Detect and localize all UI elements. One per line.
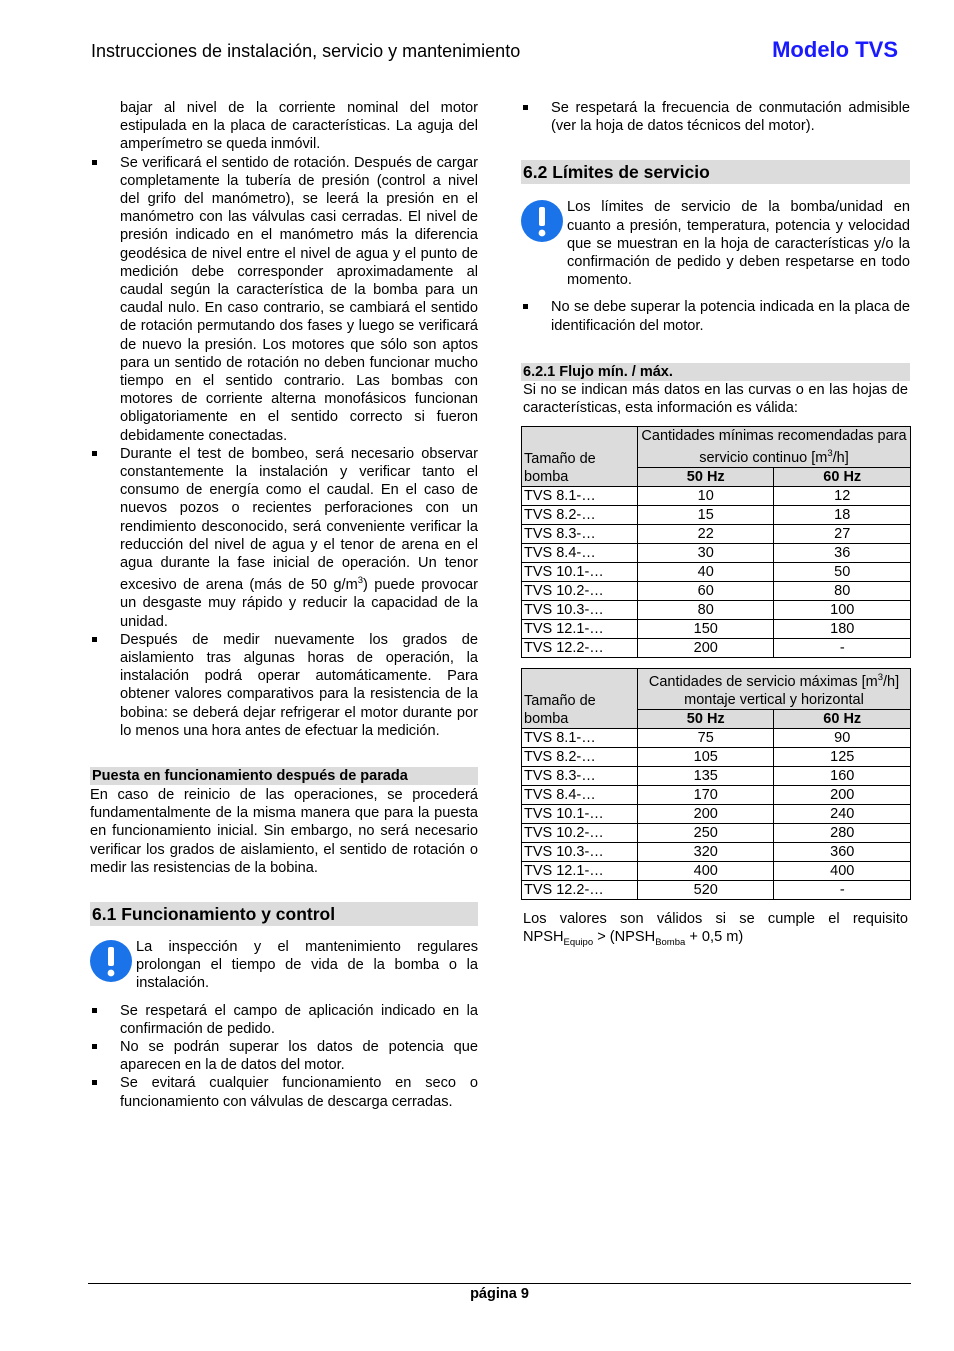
- value-50hz-cell: 135: [638, 766, 774, 785]
- pump-size-cell: TVS 12.1-…: [522, 861, 638, 880]
- pump-size-cell: TVS 12.1-…: [522, 620, 638, 639]
- table-row: [522, 639, 911, 658]
- table-max-header: Cantidades de servicio máximas $[m^3/h]$ montaje vertical y horizontal: [638, 669, 911, 710]
- value-60hz-cell: 90: [774, 728, 911, 747]
- pump-size-cell: TVS 12.2-…: [522, 880, 638, 899]
- value-50hz-cell: 40: [638, 563, 774, 582]
- value-60hz-cell: 125: [774, 747, 911, 766]
- value-60hz-cell: 200: [774, 785, 911, 804]
- pump-size-cell: TVS 10.3-…: [522, 842, 638, 861]
- value-50hz-cell: 22: [638, 525, 774, 544]
- restart-text: En caso de reinicio de las operaciones, se procederá fundamentalmente de la misma manera que para la puesta en funcionamiento inicial. Sin embargo, no será necesario verificar los grados de aislamiento, el sentido de rotación o medir las resistencias de la bobina.: [90, 786, 478, 876]
- pump-size-cell: TVS 8.2-…: [522, 747, 638, 766]
- table-row: [522, 506, 911, 525]
- pump-size-cell: TVS 10.1-…: [522, 804, 638, 823]
- value-60hz-cell: 280: [774, 823, 911, 842]
- value-60hz-cell: 80: [774, 582, 911, 601]
- pump-size-cell: TVS 12.2-…: [522, 639, 638, 658]
- table-max-col-60hz: 60 Hz: [774, 709, 911, 728]
- table-row: [522, 582, 911, 601]
- bullet-switching-frequency: Se respetará la frecuencia de conmutación admisible (ver la hoja de datos técnicos del motor).: [521, 99, 910, 135]
- value-50hz-cell: 80: [638, 601, 774, 620]
- bullet-motor-power: No se debe superar la potencia indicada en la placa de identificación del motor.: [521, 298, 910, 334]
- table-max-col-50hz: 50 Hz: [638, 709, 774, 728]
- value-50hz-cell: 400: [638, 861, 774, 880]
- value-60hz-cell: -: [774, 639, 911, 658]
- table-row: [522, 728, 911, 747]
- section-6-1-heading: 6.1 Funcionamiento y control: [90, 902, 478, 926]
- value-50hz-cell: 15: [638, 506, 774, 525]
- bullet-pump-test: Durante el test de bombeo, será necesario observar constantemente la instalación y verificar tanto el consumo de energía como el caudal. En el caso de nuevos pozos o recientes perforaciones con un rendimiento desconocido, será conveniente verificar la reducción del nivel de agua y el tenor de arena en el agua durante la fase inicial de operación. Un tenor excesivo de arena (más de 50 $g/m^3$) puede provocar un desgaste muy rápido y reducir la capacidad de la unidad.: [90, 445, 478, 631]
- restart-heading: Puesta en funcionamiento después de parada: [90, 767, 478, 785]
- table-min-header: Cantidades mínimas recomendadas para servicio continuo $[m^3/h]$: [638, 427, 911, 468]
- pump-size-cell: TVS 8.3-…: [522, 525, 638, 544]
- value-60hz-cell: 360: [774, 842, 911, 861]
- pump-size-cell: TVS 8.4-…: [522, 544, 638, 563]
- value-60hz-cell: -: [774, 880, 911, 899]
- npsh-requirement: Los valores son válidos si se cumple el requisito $NPSH_{Equipo}$ > ($NPSH_{Bomba} + 0,5$ m): [523, 910, 908, 948]
- bullet-rotation: Se verificará el sentido de rotación. Después de cargar completamente la tubería de presión (control a nivel del grifo del manómetro), se leerá la presión en el manómetro con las válvulas casi cerradas. El nivel de presión indicado en el manómetro más la diferencia geodésica de nivel entre el nivel de agua y el punto de medición debe corresponder aproximadamente al caudal según la característica de la bomba para un caudal nulo. En caso contrario, se cambiará el sentido de rotación permutando dos fases y luego se verificará de nuevo la presión. Los motores que sólo son aptos para un sentido de rotación no deben funcionar mucho tiempo en el sentido contrario. Las bombas con motores de corriente alterna monofásicos funcionan obligatoriamente en el sentido correcto si fueron debidamente conectadas.: [90, 154, 478, 445]
- value-50hz-cell: 75: [638, 728, 774, 747]
- table-row: [522, 544, 911, 563]
- value-60hz-cell: 36: [774, 544, 911, 563]
- table-max-size-label: Tamaño de bomba: [522, 669, 638, 729]
- value-50hz-cell: 170: [638, 785, 774, 804]
- table-row: [522, 861, 911, 880]
- table-row: [522, 823, 911, 842]
- value-60hz-cell: 50: [774, 563, 911, 582]
- table-row: [522, 766, 911, 785]
- note-6-1-text: La inspección y el mantenimiento regulares prolongan el tiempo de vida de la bomba o la instalación.: [136, 938, 478, 992]
- table-min-body: [522, 487, 911, 658]
- table-row: [522, 487, 911, 506]
- document-title: Instrucciones de instalación, servicio y mantenimiento: [91, 41, 521, 61]
- value-60hz-cell: 400: [774, 861, 911, 880]
- value-50hz-cell: 520: [638, 880, 774, 899]
- table-min-col-60hz: 60 Hz: [774, 468, 911, 487]
- pump-size-cell: TVS 10.1-…: [522, 563, 638, 582]
- value-60hz-cell: 100: [774, 601, 911, 620]
- value-60hz-cell: 160: [774, 766, 911, 785]
- value-50hz-cell: 105: [638, 747, 774, 766]
- table-min-size-label: Tamaño de bomba: [522, 427, 638, 487]
- value-60hz-cell: 240: [774, 804, 911, 823]
- exclamation-circle-icon: [521, 198, 567, 246]
- pump-size-cell: TVS 8.1-…: [522, 728, 638, 747]
- value-50hz-cell: 10: [638, 487, 774, 506]
- right-top-bullets: [521, 99, 910, 135]
- table-min-flow: [521, 426, 911, 658]
- note-6-2-text: Los límites de servicio de la bomba/unidad en cuanto a presión, temperatura, potencia y velocidad que se muestran en la hoja de características y/o la confirmación de pedido y deben respetarse en todo momento.: [567, 199, 910, 289]
- subsection-6-2-1-heading: 6.2.1 Flujo mín. / máx.: [521, 363, 910, 381]
- value-50hz-cell: 200: [638, 804, 774, 823]
- bullet-insulation: Después de medir nuevamente los grados de aislamiento tras algunas horas de operación, la instalación podrá operar automáticamente. Para obtener valores comparativos para la resistencia de la bobina: se deberá dejar refrigerar el motor durante por lo menos una hora antes de efectuar la medición.: [90, 631, 478, 740]
- value-50hz-cell: 30: [638, 544, 774, 563]
- bullet-dry-run: Se evitará cualquier funcionamiento en seco o funcionamiento con válvulas de descarga cerradas.: [90, 1074, 478, 1110]
- table-row: [522, 620, 911, 639]
- table-max-body: [522, 728, 911, 899]
- page-number: página 9: [470, 1286, 529, 1302]
- bullet-application-field: Se respetará el campo de aplicación indicado en la confirmación de pedido.: [90, 1002, 478, 1038]
- table-row: [522, 842, 911, 861]
- model-title: Modelo TVS: [772, 37, 898, 62]
- table-row: [522, 525, 911, 544]
- left-column: [90, 99, 478, 1111]
- continuation-text: bajar al nivel de la corriente nominal del motor estipulada en la placa de características. La aguja del amperímetro se queda inmóvil.: [120, 100, 478, 153]
- table-row: [522, 601, 911, 620]
- subsection-6-2-1-text: Si no se indican más datos en las curvas o en las hojas de características, esta información es válida:: [523, 381, 908, 417]
- startup-bullets: [90, 154, 478, 740]
- table-row: [522, 880, 911, 899]
- value-50hz-cell: 320: [638, 842, 774, 861]
- section-6-2-heading: 6.2 Límites de servicio: [521, 160, 910, 184]
- value-50hz-cell: 150: [638, 620, 774, 639]
- bullet-power-data: No se podrán superar los datos de potencia que aparecen en la de datos del motor.: [90, 1038, 478, 1074]
- right-column: [521, 99, 910, 952]
- footer-divider: [88, 1283, 911, 1284]
- pump-size-cell: TVS 10.3-…: [522, 601, 638, 620]
- pump-size-cell: TVS 10.2-…: [522, 823, 638, 842]
- table-row: [522, 747, 911, 766]
- exclamation-circle-icon: [90, 938, 136, 986]
- table-max-flow: [521, 668, 911, 900]
- note-6-1: [90, 938, 478, 993]
- value-60hz-cell: 27: [774, 525, 911, 544]
- value-60hz-cell: 18: [774, 506, 911, 525]
- table-row: [522, 785, 911, 804]
- pump-size-cell: TVS 8.1-…: [522, 487, 638, 506]
- value-60hz-cell: 180: [774, 620, 911, 639]
- table-row: [522, 563, 911, 582]
- value-50hz-cell: 250: [638, 823, 774, 842]
- table-row: [522, 804, 911, 823]
- value-60hz-cell: 12: [774, 487, 911, 506]
- pump-size-cell: TVS 10.2-…: [522, 582, 638, 601]
- value-50hz-cell: 200: [638, 639, 774, 658]
- note-6-2: [521, 198, 910, 289]
- pump-size-cell: TVS 8.2-…: [522, 506, 638, 525]
- value-50hz-cell: 60: [638, 582, 774, 601]
- table-min-col-50hz: 50 Hz: [638, 468, 774, 487]
- bullets-6-1: [90, 1002, 478, 1111]
- bullets-6-2: [521, 298, 910, 334]
- pump-size-cell: TVS 8.4-…: [522, 785, 638, 804]
- pump-size-cell: TVS 8.3-…: [522, 766, 638, 785]
